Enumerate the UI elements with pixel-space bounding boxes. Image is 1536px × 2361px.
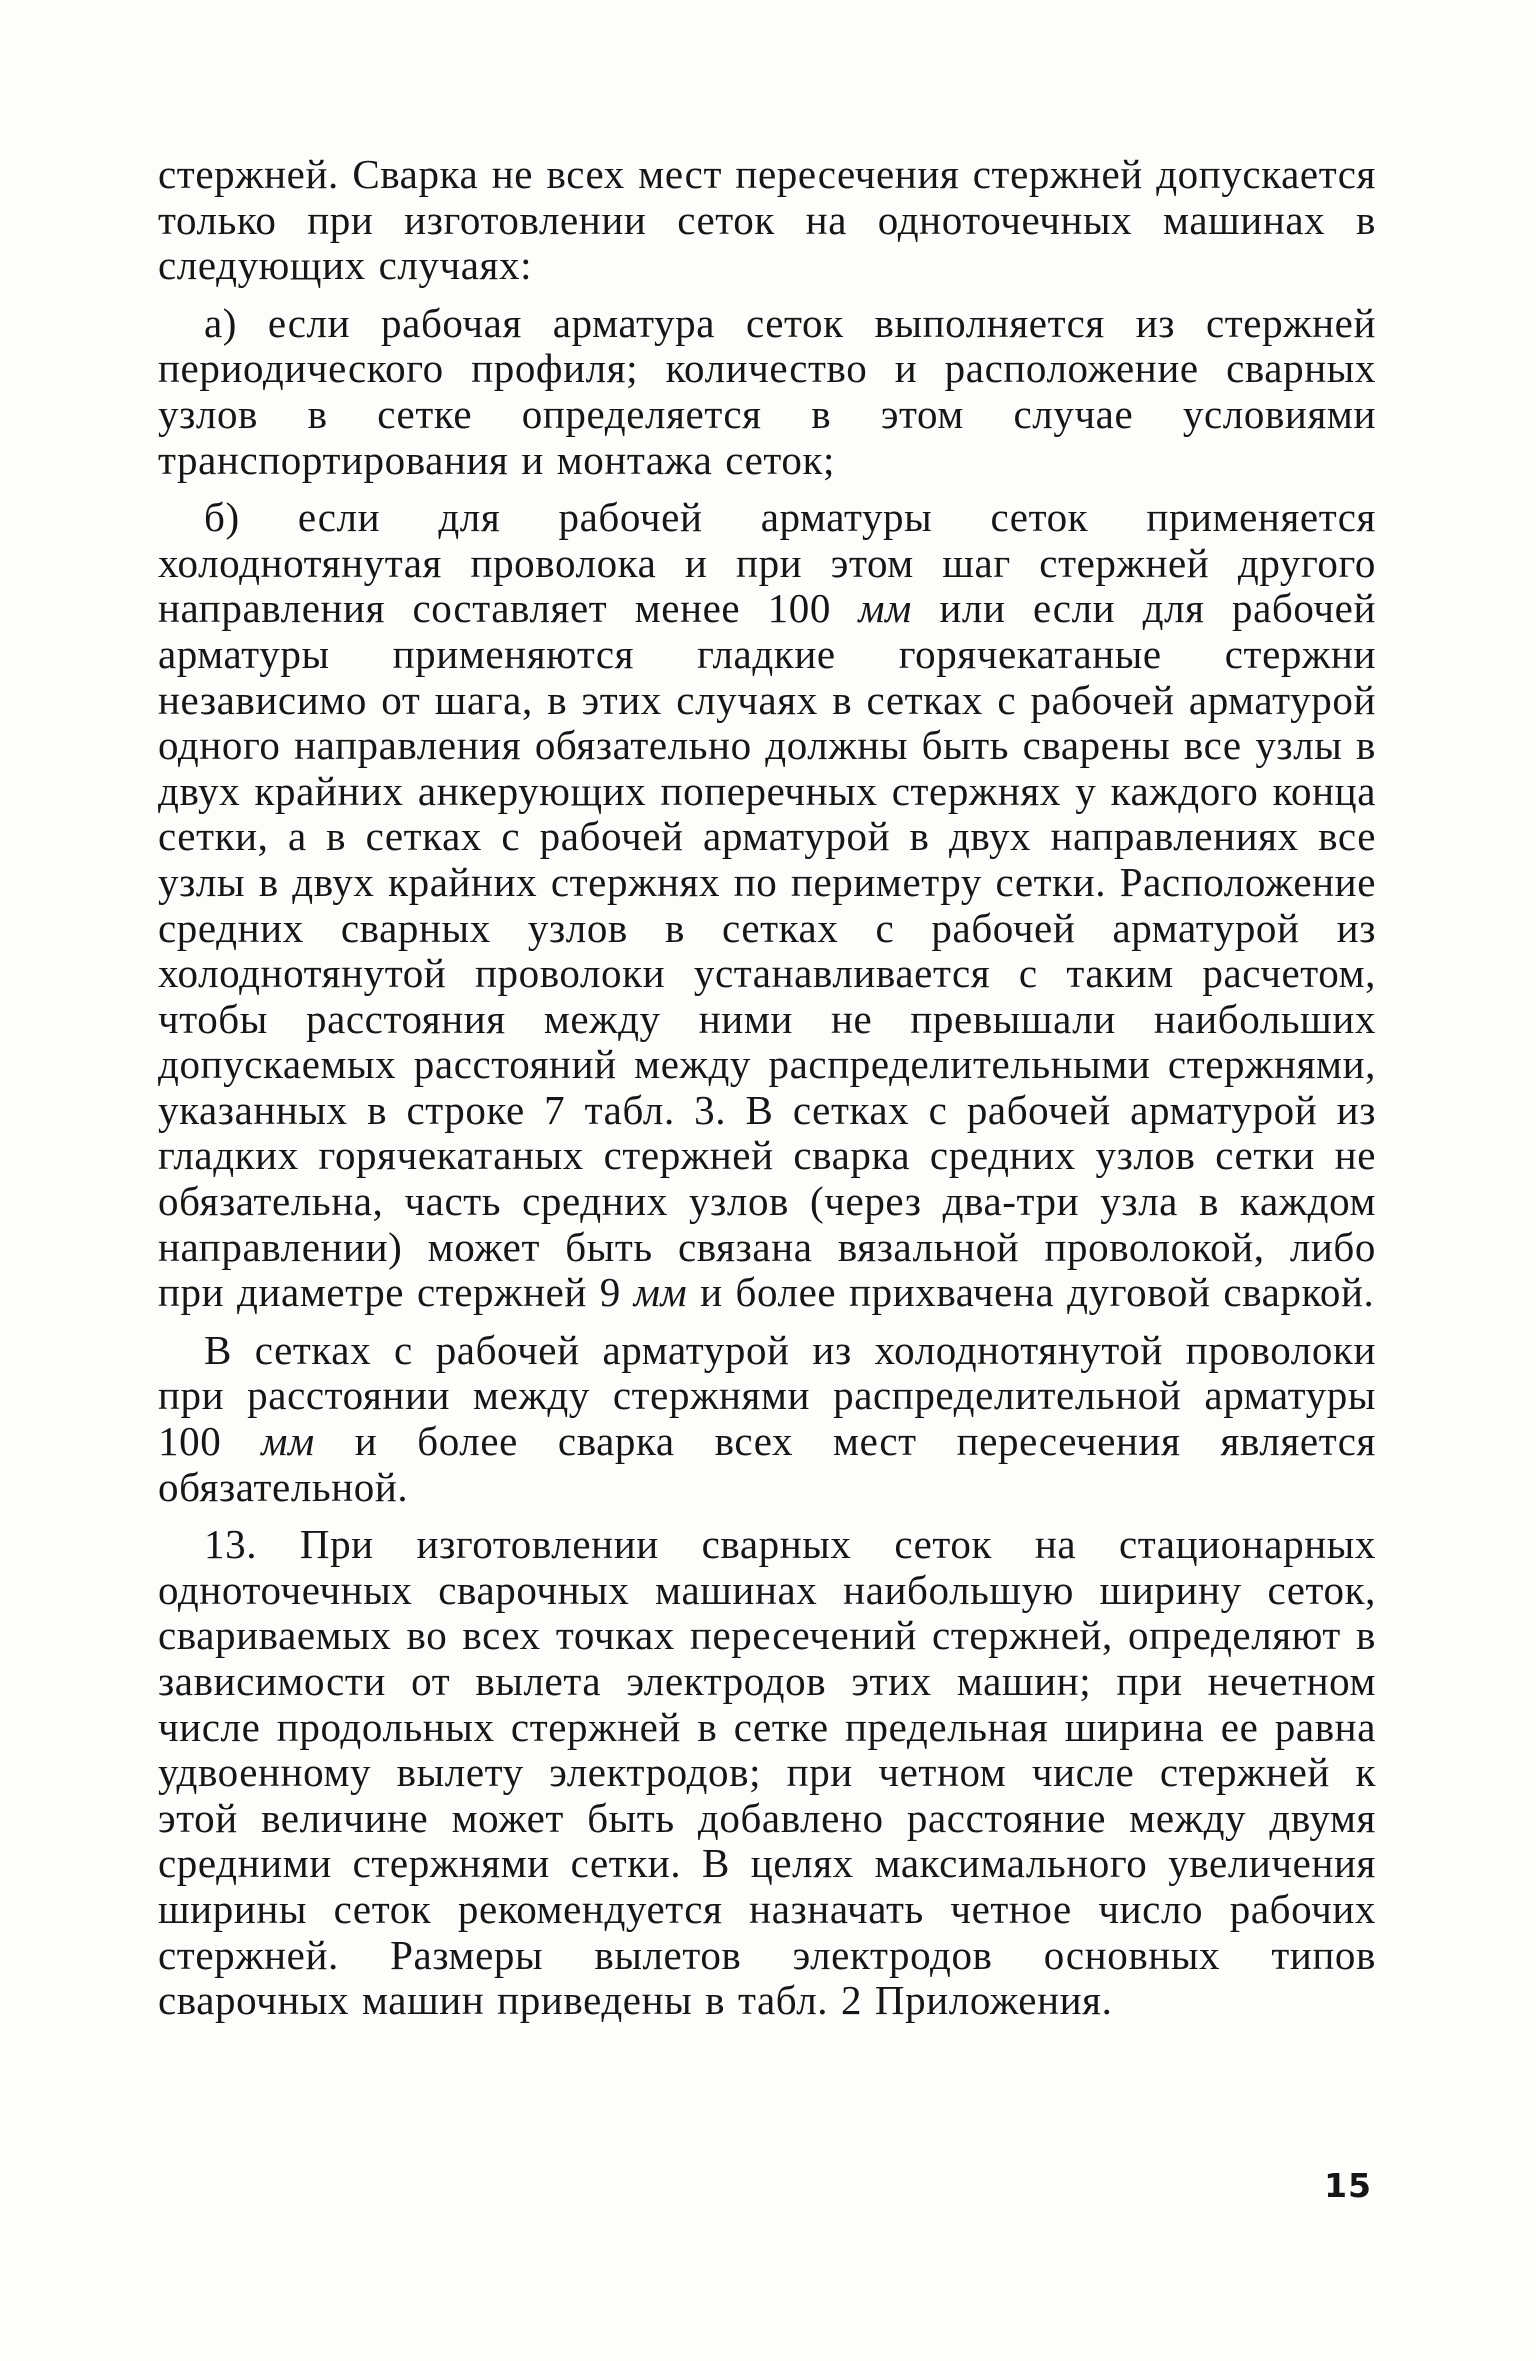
paragraph-clause-13 bbox=[158, 1522, 1376, 2024]
unit-mm: мм bbox=[261, 1418, 315, 1465]
paragraph-intro bbox=[158, 152, 1376, 289]
page-number: 15 bbox=[1324, 2166, 1372, 2205]
paragraph-text: или если для рабочей арматуры применяются гладкие горячекатаные стержни независимо от шага, в этих случаях в сетках с рабочей арматурой одного направления обязательно должны быть сварены все узлы в двух крайних анкерующих поперечных стержнях у каждого конца сетки, а в сетках с рабочей арматурой в двух направлениях все узлы в двух крайних стержнях по периметру сетки. Расположение средних сварных узлов в сетках с рабочей арматурой из холоднотянутой проволоки устанавливается с таким расчетом, чтобы расстояния между ними не превышали наибольших допускаемых расстояний между распределительными стержнями, указанных в строке 7 табл. 3. В сетках с рабочей арматурой из гладких горячекатаных стержней сварка средних узлов сетки не обязательна, часть средних узлов (через два-три узла в каждом направлении) может быть связана вязальной проволокой, либо при диаметре стержней 9 bbox=[158, 585, 1376, 1316]
unit-mm: мм bbox=[858, 585, 912, 632]
paragraph-cold-drawn bbox=[158, 1328, 1376, 1510]
paragraph-text: 13. При изготовлении сварных сеток на стационарных одноточечных сварочных машинах наибольшую ширину сеток, свариваемых во всех точках пересечений стержней, определяют в зависимости от вылета электродов этих машин; при нечетном числе продольных стержней в сетке предельная ширина ее равна удвоенному вылету электродов; при четном числе стержней к этой величине может быть добавлено расстояние между двумя средними стержнями сетки. В целях максимального увеличения ширины сеток рекомендуется назначать четное число рабочих стержней. Размеры вылетов электродов основных типов сварочных машин приведены в табл. 2 Приложения. bbox=[158, 1521, 1376, 2024]
paragraph-text: а) если рабочая арматура сеток выполняется из стержней периодического профиля; количество и расположение сварных узлов в сетке определяется в этом случае условиями транспортирования и монтажа сеток; bbox=[158, 299, 1376, 483]
body-text bbox=[158, 152, 1376, 2024]
paragraph-text: В сетках с рабочей арматурой из холоднотянутой проволоки при расстоянии между стержнями распределительной арматуры 100 bbox=[158, 1326, 1376, 1465]
paragraph-text: стержней. Сварка не всех мест пересечения стержней допускается только при изготовлении сеток на одноточечных машинах в следующих случаях: bbox=[158, 151, 1376, 289]
paragraph-text: и более прихвачена дуговой сваркой. bbox=[687, 1269, 1375, 1316]
paragraph-text: и более сварка всех мест пересечения является обязательной. bbox=[158, 1418, 1376, 1510]
paragraph-item-b bbox=[158, 495, 1376, 1316]
paragraph-item-a bbox=[158, 301, 1376, 483]
unit-mm: мм bbox=[633, 1269, 688, 1316]
paragraph-text: б) если для рабочей арматуры сеток применяется холоднотянутая проволока и при этом шаг стержней другого направления составляет менее 100 bbox=[158, 494, 1376, 632]
